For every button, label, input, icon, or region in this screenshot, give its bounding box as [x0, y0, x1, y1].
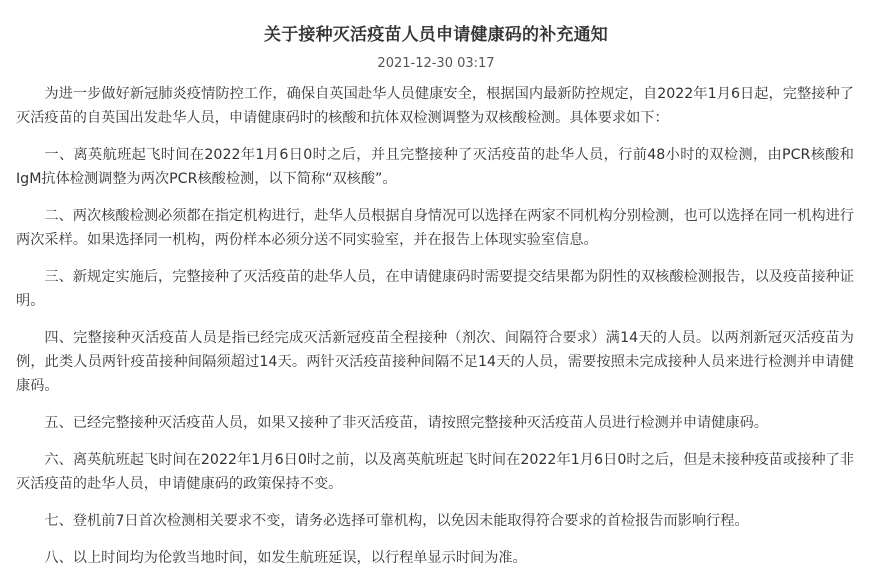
- paragraph-item-2: 二、两次核酸检测必须都在指定机构进行，赴华人员根据自身情况可以选择在两家不同机构分别检测，也可以选择在同一机构进行两次采样。如果选择同一机构，两份样本必须分送不同实验室，并在报告上体现实验室信息。: [16, 208, 854, 248]
- paragraph-item-5: 五、已经完整接种灭活疫苗人员，如果又接种了非灭活疫苗，请按照完整接种灭活疫苗人员进行检测并申请健康码。: [44, 415, 768, 431]
- article-title: 关于接种灭活疫苗人员申请健康码的补充通知: [264, 25, 608, 45]
- paragraph-item-6: 六、离英航班起飞时间在2022年1月6日0时之前，以及离英航班起飞时间在2022年1月6日0时之后，但是未接种疫苗或接种了非灭活疫苗的赴华人员，申请健康码的政策保持不变。: [16, 452, 854, 492]
- article-body: [16, 82, 854, 570]
- paragraph-item-7: 七、登机前7日首次检测相关要求不变，请务必选择可靠机构，以免因未能取得符合要求的首检报告而影响行程。: [44, 513, 749, 529]
- paragraph-item-8: 八、以上时间均为伦敦当地时间，如发生航班延误，以行程单显示时间为准。: [44, 550, 527, 566]
- paragraph-intro: 为进一步做好新冠肺炎疫情防控工作，确保自英国赴华人员健康安全，根据国内最新防控规定，自2022年1月6日起，完整接种了灭活疫苗的自英国出发赴华人员，申请健康码时的核酸和抗体双检测调整为双核酸检测。具体要求如下：: [16, 86, 854, 126]
- publish-date: 2021-12-30 03:17: [377, 56, 495, 71]
- paragraph-item-4: 四、完整接种灭活疫苗人员是指已经完成灭活新冠疫苗全程接种（剂次、间隔符合要求）满14天的人员。以两剂新冠灭活疫苗为例，此类人员两针疫苗接种间隔须超过14天。两针灭活疫苗接种间隔不足14天的人员，需要按照未完成接种人员来进行检测并申请健康码。: [16, 330, 854, 394]
- paragraph-item-1: 一、离英航班起飞时间在2022年1月6日0时之后，并且完整接种了灭活疫苗的赴华人员，行前48小时的双检测，由PCR核酸和IgM抗体检测调整为两次PCR核酸检测，以下简称“双核酸”。: [16, 147, 854, 187]
- paragraph-item-3: 三、新规定实施后，完整接种了灭活疫苗的赴华人员，在申请健康码时需要提交结果都为阴性的双核酸检测报告，以及疫苗接种证明。: [16, 269, 854, 309]
